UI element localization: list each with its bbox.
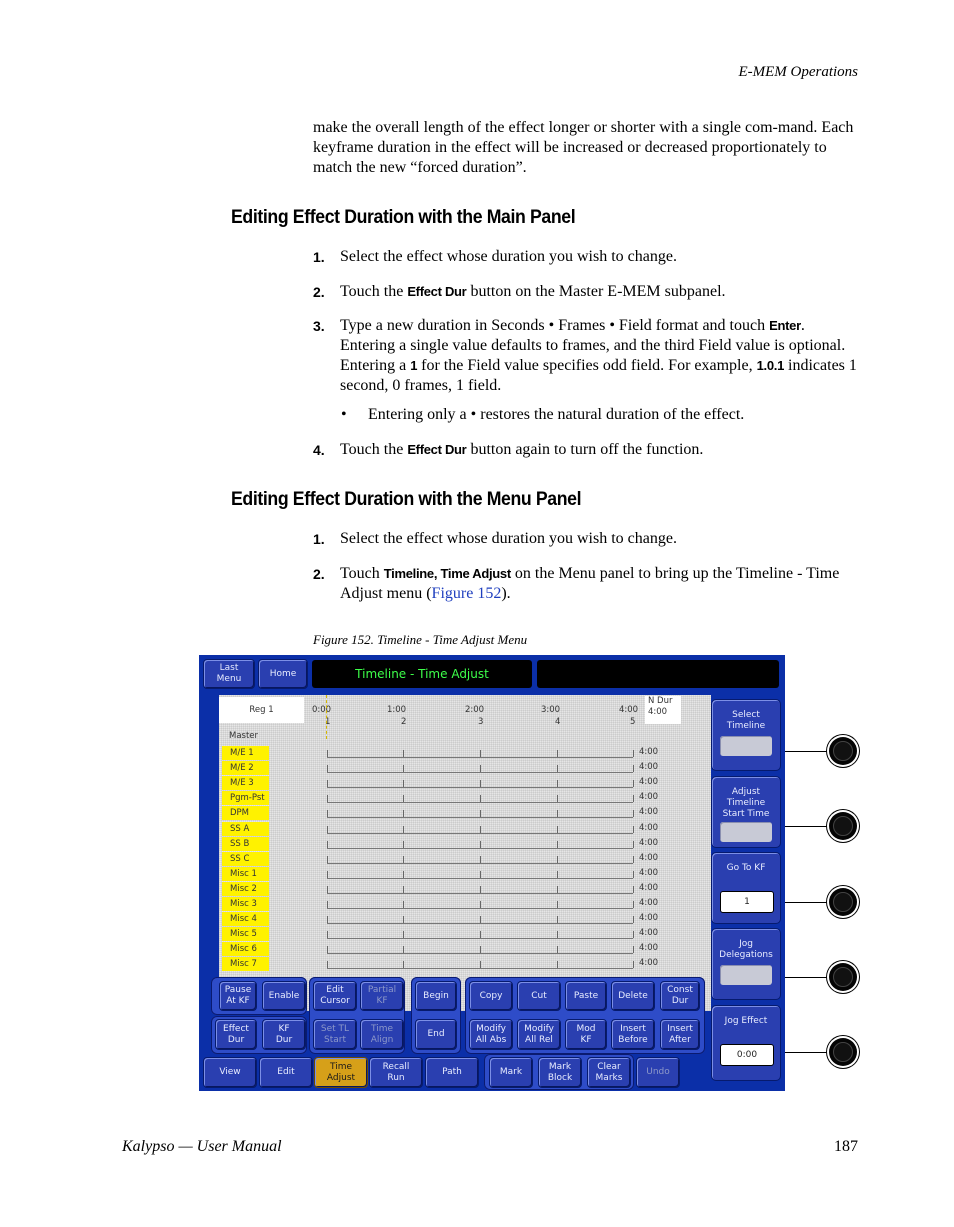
- row-duration: 4:00: [639, 807, 659, 818]
- last-menu-button[interactable]: Last Menu: [203, 659, 255, 689]
- bullet-item: • Entering only a • restores the natural duration of the effect.: [341, 406, 745, 423]
- keyframe-tick: [633, 871, 634, 878]
- undo-button[interactable]: Undo: [636, 1057, 680, 1088]
- keyframe-tick: [557, 961, 558, 968]
- side-button-label: Jog Delegations: [719, 939, 773, 960]
- row-duration: 4:00: [639, 913, 659, 924]
- row-duration: 4:00: [639, 762, 659, 773]
- keyframe-tick: [403, 750, 404, 757]
- ui-term: 1: [410, 358, 418, 373]
- keyframe-tick: [327, 841, 328, 848]
- step-number: 1.: [313, 531, 325, 547]
- timeline-track[interactable]: [327, 833, 633, 834]
- side-value-field[interactable]: [720, 965, 772, 985]
- keyframe-tick: [557, 826, 558, 833]
- copy-button[interactable]: Copy: [469, 981, 513, 1011]
- insert-before-button[interactable]: Insert Before: [611, 1019, 655, 1050]
- timeline-track[interactable]: [327, 757, 633, 758]
- keyframe-tick: [403, 765, 404, 772]
- keyframe-tick: [327, 780, 328, 787]
- step-text: Type a new duration in Seconds • Frames • Field format and touch Enter. Entering a single value defaults to frames, and the third Field value is optional. Entering a 1 for the Field value specifies odd field. For example, 1.0.1 indicates 1 second, 0 frames, 1 field.: [340, 317, 857, 394]
- keyframe-tick: [403, 916, 404, 923]
- end-button[interactable]: End: [415, 1019, 457, 1050]
- partial-kf-button[interactable]: Partial KF: [360, 981, 404, 1011]
- keyframe-tick: [480, 826, 481, 833]
- step-number: 4.: [313, 442, 325, 458]
- soft-knob[interactable]: [829, 963, 857, 991]
- keyframe-tick: [480, 810, 481, 817]
- figure-link[interactable]: Figure 152: [431, 585, 502, 602]
- keyframe-tick: [403, 841, 404, 848]
- side-button-label: Go To KF: [726, 863, 766, 873]
- cut-button[interactable]: Cut: [517, 981, 561, 1011]
- time-adjust-button[interactable]: Time Adjust: [314, 1057, 368, 1088]
- time-label: 3:00: [541, 705, 561, 715]
- keyframe-tick: [480, 871, 481, 878]
- timeline-row-label[interactable]: Misc 5: [222, 927, 269, 941]
- knob-connector: [785, 751, 829, 752]
- keyframe-tick: [327, 871, 328, 878]
- kf-dur-button[interactable]: KF Dur: [262, 1019, 306, 1050]
- timeline-track[interactable]: [327, 802, 633, 803]
- keyframe-tick: [480, 765, 481, 772]
- adjust-timeline-start-button[interactable]: [711, 776, 781, 848]
- intro-paragraph: make the overall length of the effect longer or shorter with a single com-mand. Each keyframe duration in the effect will be increased or decreased proportionately to match the new “forced duration”.: [313, 119, 854, 176]
- running-header: E-MEM Operations: [738, 64, 858, 80]
- begin-button[interactable]: Begin: [415, 981, 457, 1011]
- keyframe-tick: [403, 810, 404, 817]
- timeline-time-adjust-menu: [199, 655, 785, 1091]
- ui-term: 1.0.1: [756, 358, 785, 373]
- timeline-row-label[interactable]: Misc 4: [222, 912, 269, 926]
- keyframe-tick: [480, 961, 481, 968]
- keyframe-tick: [633, 826, 634, 833]
- enable-button[interactable]: Enable: [262, 981, 306, 1011]
- time-align-button[interactable]: Time Align: [360, 1019, 404, 1050]
- keyframe-tick: [327, 810, 328, 817]
- row-duration: 4:00: [639, 837, 659, 848]
- keyframe-tick: [557, 750, 558, 757]
- timeline-track[interactable]: [327, 938, 633, 939]
- step-2: [313, 282, 858, 302]
- timeline-area[interactable]: [219, 695, 711, 1011]
- row-duration: 4:00: [639, 928, 659, 939]
- keyframe-tick: [633, 886, 634, 893]
- timeline-row-label[interactable]: SS B: [222, 837, 269, 851]
- section-heading-main-panel: Editing Effect Duration with the Main Panel: [231, 207, 576, 228]
- keyframe-tick: [480, 946, 481, 953]
- timeline-track[interactable]: [327, 923, 633, 924]
- keyframe-label: 2: [401, 717, 407, 727]
- step-text: Select the effect whose duration you wish to change.: [340, 530, 677, 547]
- timeline-cursor: [326, 695, 327, 739]
- timeline-track[interactable]: [327, 848, 633, 849]
- time-label: 0:00: [312, 705, 332, 715]
- keyframe-tick: [480, 750, 481, 757]
- row-duration: 4:00: [639, 852, 659, 863]
- set-tl-start-button[interactable]: Set TL Start: [313, 1019, 357, 1050]
- soft-knob[interactable]: [829, 1038, 857, 1066]
- timeline-row-label[interactable]: M/E 2: [222, 761, 269, 775]
- ui-term: Time Adjust: [440, 566, 511, 581]
- keyframe-tick: [633, 916, 634, 923]
- step-4: [313, 440, 858, 460]
- keyframe-label: 3: [478, 717, 484, 727]
- side-value-field[interactable]: 0:00: [720, 1044, 774, 1066]
- keyframe-tick: [327, 826, 328, 833]
- ui-term: Effect Dur: [407, 284, 467, 299]
- status-display: [537, 660, 779, 688]
- keyframe-tick: [480, 856, 481, 863]
- timeline-row-label[interactable]: Misc 1: [222, 867, 269, 881]
- time-label: 2:00: [465, 705, 485, 715]
- row-duration: 4:00: [639, 822, 659, 833]
- timeline-row-label[interactable]: SS A: [222, 822, 269, 836]
- keyframe-tick: [633, 931, 634, 938]
- keyframe-tick: [403, 856, 404, 863]
- timeline-row-label[interactable]: Misc 7: [222, 957, 269, 971]
- keyframe-tick: [480, 886, 481, 893]
- mark-block-button[interactable]: Mark Block: [538, 1057, 582, 1088]
- keyframe-tick: [403, 780, 404, 787]
- section-heading-menu-panel: Editing Effect Duration with the Menu Panel: [231, 489, 582, 510]
- select-timeline-button[interactable]: [711, 699, 781, 771]
- step-text: Touch the Effect Dur button again to turn off the function.: [340, 441, 704, 458]
- keyframe-tick: [327, 931, 328, 938]
- timeline-track[interactable]: [327, 968, 633, 969]
- keyframe-tick: [633, 856, 634, 863]
- keyframe-tick: [633, 750, 634, 757]
- side-value-field[interactable]: [720, 822, 772, 842]
- timeline-track[interactable]: [327, 787, 633, 788]
- keyframe-tick: [403, 931, 404, 938]
- timeline-row-label[interactable]: Misc 3: [222, 897, 269, 911]
- delete-button[interactable]: Delete: [611, 981, 655, 1011]
- clear-marks-button[interactable]: Clear Marks: [587, 1057, 631, 1088]
- step-text: Touch the Effect Dur button on the Master E-MEM subpanel.: [340, 283, 726, 300]
- keyframe-tick: [557, 871, 558, 878]
- side-button-label: Select Timeline: [726, 710, 766, 731]
- soft-knob[interactable]: [829, 737, 857, 765]
- keyframe-tick: [403, 901, 404, 908]
- timeline-row-label[interactable]: Misc 6: [222, 942, 269, 956]
- figure-caption: Figure 152. Timeline - Time Adjust Menu: [313, 632, 528, 647]
- paste-button[interactable]: Paste: [565, 981, 607, 1011]
- step-number: 2.: [313, 566, 325, 582]
- keyframe-tick: [403, 795, 404, 802]
- keyframe-tick: [327, 901, 328, 908]
- keyframe-tick: [633, 841, 634, 848]
- keyframe-tick: [403, 946, 404, 953]
- soft-knob[interactable]: [829, 888, 857, 916]
- step-text: Touch Timeline, Time Adjust on the Menu panel to bring up the Timeline - Time Adjust menu (Figure 152).: [340, 565, 840, 602]
- keyframe-tick: [633, 765, 634, 772]
- keyframe-tick: [327, 916, 328, 923]
- timeline-track[interactable]: [327, 878, 633, 879]
- timeline-track[interactable]: [327, 953, 633, 954]
- page-number: 187: [834, 1138, 858, 1155]
- knob-connector: [785, 902, 829, 903]
- pause-at-kf-button[interactable]: Pause At KF: [219, 981, 257, 1011]
- step-2: [313, 564, 858, 604]
- ui-term: Timeline: [383, 566, 434, 581]
- keyframe-tick: [480, 901, 481, 908]
- keyframe-tick: [557, 856, 558, 863]
- keyframe-tick: [633, 946, 634, 953]
- keyframe-tick: [557, 841, 558, 848]
- ui-term: Enter: [769, 318, 801, 333]
- keyframe-tick: [403, 826, 404, 833]
- timeline-track[interactable]: [327, 772, 633, 773]
- keyframe-tick: [327, 961, 328, 968]
- mod-kf-button[interactable]: Mod KF: [565, 1019, 607, 1050]
- edit-cursor-button[interactable]: Edit Cursor: [313, 981, 357, 1011]
- time-label: 1:00: [387, 705, 407, 715]
- step-number: 1.: [313, 249, 325, 265]
- row-duration: 4:00: [639, 898, 659, 908]
- keyframe-tick: [480, 795, 481, 802]
- keyframe-tick: [327, 750, 328, 757]
- register-field[interactable]: Reg 1: [219, 697, 304, 723]
- row-duration: 4:00: [639, 747, 659, 757]
- modify-all-rel-button[interactable]: Modify All Rel: [517, 1019, 561, 1050]
- keyframe-tick: [557, 901, 558, 908]
- keyframe-tick: [557, 886, 558, 893]
- keyframe-tick: [480, 916, 481, 923]
- step-3: [313, 316, 858, 396]
- knob-connector: [785, 826, 829, 827]
- knob-connector: [785, 977, 829, 978]
- edit-button[interactable]: Edit: [259, 1057, 313, 1088]
- keyframe-tick: [327, 946, 328, 953]
- ui-term: Effect Dur: [407, 442, 467, 457]
- keyframe-tick: [480, 841, 481, 848]
- timeline-track[interactable]: [327, 863, 633, 864]
- keyframe-tick: [480, 780, 481, 787]
- row-duration: 4:00: [639, 943, 659, 954]
- row-duration: 4:00: [639, 792, 659, 803]
- step-number: 3.: [313, 318, 325, 334]
- jog-effect-button[interactable]: [711, 1005, 781, 1081]
- go-to-kf-button[interactable]: [711, 852, 781, 924]
- timeline-track[interactable]: [327, 908, 633, 909]
- master-label: Master: [229, 731, 259, 741]
- keyframe-tick: [633, 780, 634, 787]
- timeline-row-label[interactable]: M/E 3: [222, 776, 269, 790]
- timeline-row-label[interactable]: Misc 2: [222, 882, 269, 896]
- menu-title: Timeline - Time Adjust: [312, 660, 532, 688]
- keyframe-tick: [403, 961, 404, 968]
- keyframe-tick: [633, 795, 634, 802]
- new-duration-field: N Dur 4:00: [645, 696, 681, 724]
- row-duration: 4:00: [639, 777, 659, 788]
- timeline-row-label[interactable]: SS C: [222, 852, 269, 866]
- jog-delegations-button[interactable]: [711, 928, 781, 1000]
- modify-all-abs-button[interactable]: Modify All Abs: [469, 1019, 513, 1050]
- step-1: [313, 247, 858, 267]
- step-text: Select the effect whose duration you wish to change.: [340, 248, 677, 265]
- keyframe-tick: [557, 780, 558, 787]
- side-button-label: Adjust Timeline Start Time: [722, 787, 770, 819]
- keyframe-tick: [327, 856, 328, 863]
- keyframe-tick: [557, 916, 558, 923]
- keyframe-tick: [633, 810, 634, 817]
- timeline-track[interactable]: [327, 817, 633, 818]
- keyframe-tick: [557, 931, 558, 938]
- time-label: 4:00: [619, 705, 639, 715]
- keyframe-tick: [557, 795, 558, 802]
- keyframe-tick: [327, 765, 328, 772]
- keyframe-tick: [327, 886, 328, 893]
- step-number: 2.: [313, 284, 325, 300]
- keyframe-tick: [633, 961, 634, 968]
- keyframe-tick: [403, 871, 404, 878]
- insert-after-button[interactable]: Insert After: [660, 1019, 700, 1050]
- keyframe-label: 5: [630, 717, 636, 727]
- side-button-label: Jog Effect: [724, 1016, 768, 1026]
- step-1: [313, 529, 858, 549]
- side-value-field[interactable]: [720, 736, 772, 756]
- keyframe-tick: [557, 810, 558, 817]
- soft-knob[interactable]: [829, 812, 857, 840]
- row-duration: 4:00: [639, 958, 659, 969]
- home-button[interactable]: Home: [258, 659, 308, 689]
- keyframe-tick: [557, 946, 558, 953]
- keyframe-tick: [403, 886, 404, 893]
- timeline-row-label[interactable]: Pgm-Pst: [222, 791, 269, 805]
- mark-button[interactable]: Mark: [489, 1057, 533, 1088]
- recall-run-button[interactable]: Recall Run: [369, 1057, 423, 1088]
- keyframe-label: 4: [555, 717, 561, 727]
- keyframe-label: 1: [325, 717, 331, 727]
- side-value-field[interactable]: 1: [720, 891, 774, 913]
- bullet-dot: •: [341, 406, 347, 423]
- knob-connector: [785, 1052, 829, 1053]
- footer-title: Kalypso — User Manual: [122, 1138, 282, 1155]
- keyframe-tick: [557, 765, 558, 772]
- view-button[interactable]: View: [203, 1057, 257, 1088]
- keyframe-tick: [327, 795, 328, 802]
- timeline-track[interactable]: [327, 893, 633, 894]
- row-duration: 4:00: [639, 867, 659, 878]
- keyframe-tick: [633, 901, 634, 908]
- effect-dur-button[interactable]: Effect Dur: [215, 1019, 257, 1050]
- const-dur-button[interactable]: Const Dur: [660, 981, 700, 1011]
- row-duration: 4:00: [639, 882, 659, 893]
- keyframe-tick: [480, 931, 481, 938]
- path-button[interactable]: Path: [425, 1057, 479, 1088]
- timeline-row-label[interactable]: M/E 1: [222, 746, 269, 760]
- timeline-row-label[interactable]: DPM: [222, 806, 269, 820]
